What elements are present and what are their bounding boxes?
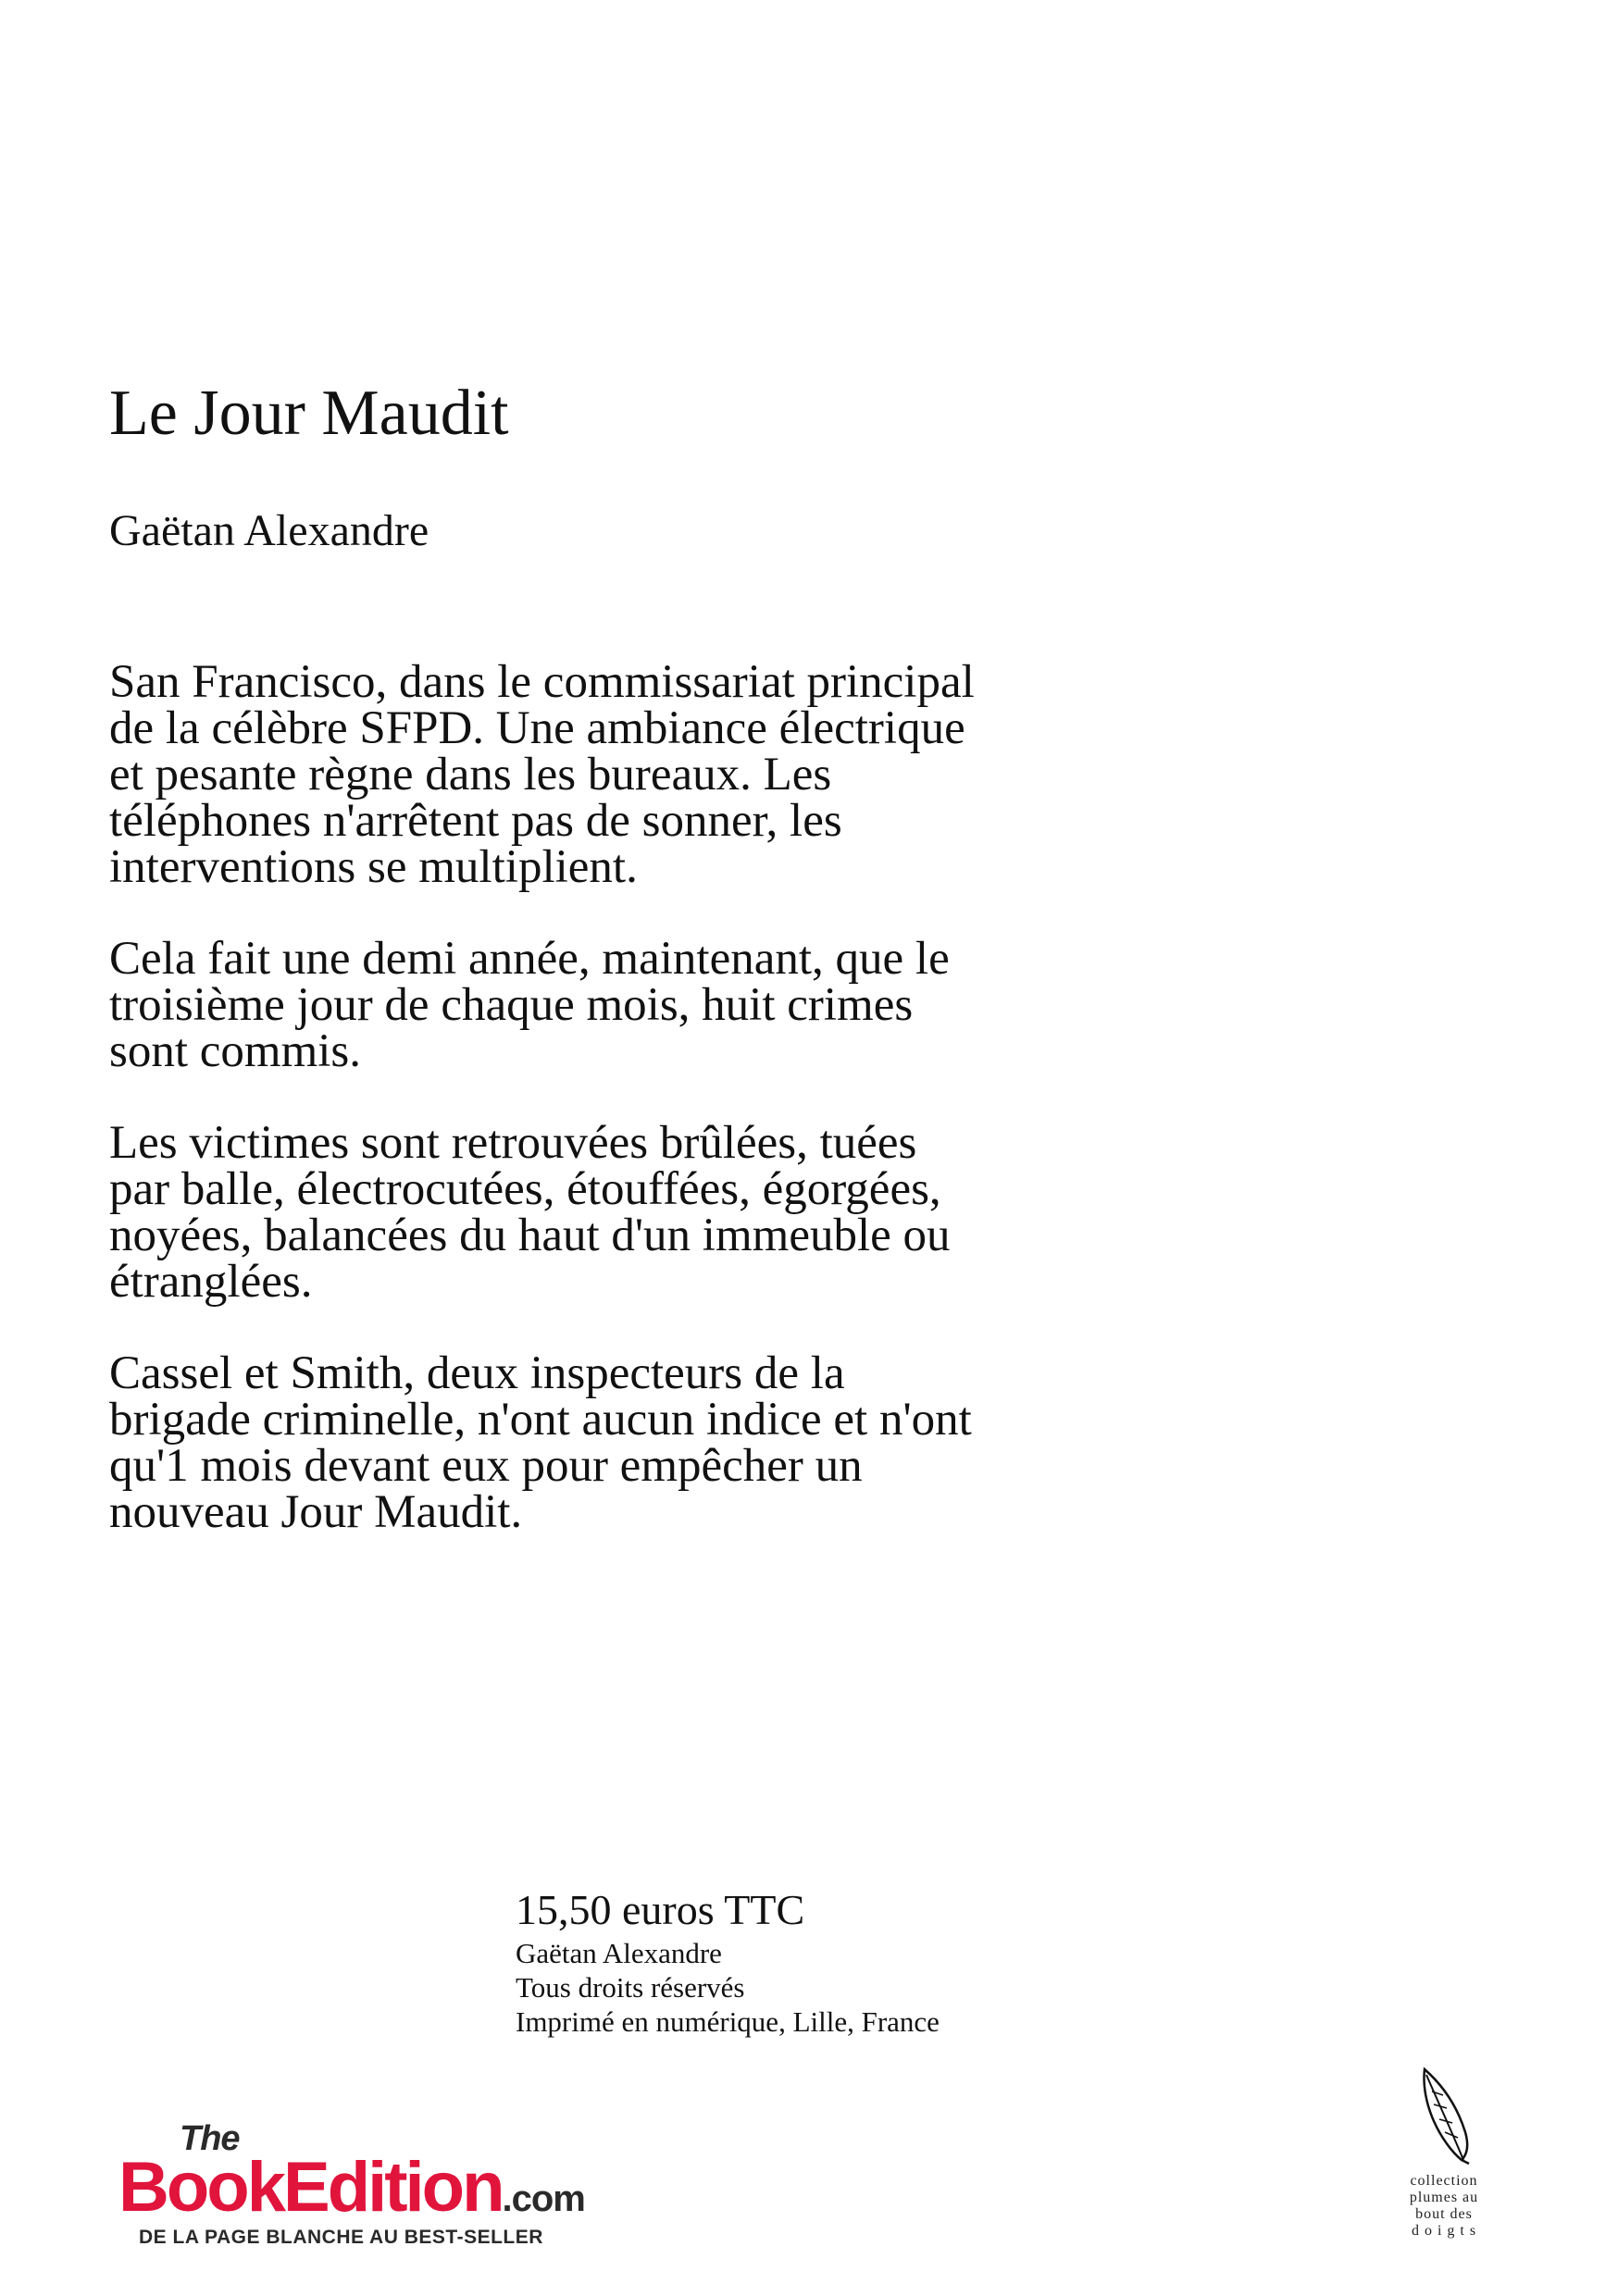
blurb-line: de la célèbre SFPD. Une ambiance électrique	[109, 702, 965, 754]
blurb-line: téléphones n'arrêtent pas de sonner, les	[109, 795, 842, 847]
blurb-line: troisième jour de chaque mois, huit crimes	[109, 979, 914, 1031]
collection-line: collection	[1410, 2173, 1478, 2189]
logo-the: The	[180, 2119, 240, 2158]
blurb-line: Cassel et Smith, deux inspecteurs de la	[109, 1347, 845, 1399]
logo-wordmark	[118, 2147, 585, 2228]
logo-tld: .com	[502, 2178, 585, 2219]
collection-line: bout des	[1415, 2206, 1473, 2222]
print-location: Imprimé en numérique, Lille, France	[516, 2005, 940, 2038]
blurb-line: par balle, électrocutées, étouffées, égorgées,	[109, 1163, 941, 1215]
imprint-block	[516, 1884, 940, 2039]
blurb-line: San Francisco, dans le commissariat principal	[109, 656, 975, 708]
blurb-line: Cela fait une demi année, maintenant, que le	[109, 933, 950, 985]
book-title: Le Jour Maudit	[109, 378, 509, 449]
blurb-line: interventions se multiplient.	[109, 841, 638, 893]
book-author: Gaëtan Alexandre	[109, 506, 429, 555]
logo-tagline: DE LA PAGE BLANCHE AU BEST-SELLER	[139, 2227, 543, 2248]
logo-brand: BookEdition	[118, 2148, 503, 2227]
imprint-author: Gaëtan Alexandre	[516, 1937, 722, 1969]
blurb-line: étranglées.	[109, 1256, 313, 1308]
collection-mark	[1393, 2064, 1495, 2240]
blurb-line: Les victimes sont retrouvées brûlées, tuées	[109, 1117, 917, 1169]
back-cover-blurb	[109, 656, 1257, 1581]
blurb-line: sont commis.	[109, 1025, 362, 1077]
blurb-line: nouveau Jour Maudit.	[109, 1486, 523, 1538]
blurb-line: et pesante règne dans les bureaux. Les	[109, 749, 832, 800]
blurb-line: noyées, balancées du haut d'un immeuble ou	[109, 1210, 951, 1261]
blurb-paragraph-4	[109, 1347, 1257, 1538]
price: 15,50 euros TTC	[516, 1886, 805, 1933]
blurb-line: brigade criminelle, n'ont aucun indice et n'ont	[109, 1394, 972, 1446]
blurb-line: qu'1 mois devant eux pour empêcher un	[109, 1440, 863, 1492]
blurb-paragraph-2	[109, 933, 1257, 1077]
rights-notice: Tous droits réservés	[516, 1971, 745, 2004]
blurb-paragraph-1	[109, 656, 1257, 893]
thebookedition-logo	[118, 2119, 674, 2249]
blurb-paragraph-3	[109, 1117, 1257, 1308]
quill-feather-icon	[1412, 2064, 1476, 2166]
collection-line: plumes au	[1409, 2190, 1479, 2205]
collection-line: d o i g t s	[1411, 2223, 1477, 2239]
